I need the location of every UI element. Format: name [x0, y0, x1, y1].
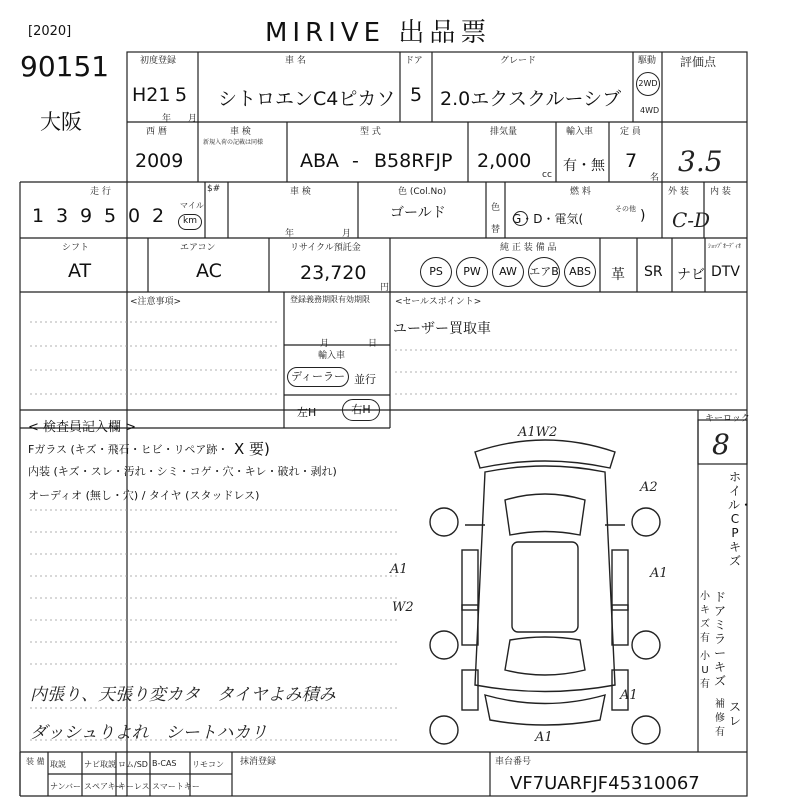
- reg-day-unit: 日: [368, 339, 378, 349]
- mark-right-mid: A1: [650, 566, 668, 581]
- color-change-sub: 替: [491, 225, 501, 235]
- equip-circled-item: ABS: [564, 257, 596, 287]
- color-value: ゴールド: [390, 205, 446, 221]
- equip-circled-item: PW: [456, 257, 488, 287]
- parallel-import: 並行: [354, 373, 376, 386]
- label-ac: エアコン: [180, 243, 216, 253]
- accessory-item: リモコン: [192, 760, 224, 769]
- label-equip: 装 備: [26, 757, 45, 766]
- mile-unit: マイル: [180, 201, 204, 210]
- label-score: 評価点: [680, 55, 717, 69]
- mark-left-mid: A1: [390, 562, 408, 577]
- left-hand-drive: 左H: [297, 406, 317, 419]
- doors: 5: [410, 84, 423, 106]
- accessory-item: スマートキー: [152, 782, 200, 791]
- label-inspection: 車 検: [230, 127, 251, 137]
- accessory-item: キーレス: [118, 782, 150, 791]
- mileage-digit: 3: [56, 205, 69, 227]
- capacity-unit: 名: [650, 173, 660, 183]
- mark-right-top: A2: [640, 480, 658, 495]
- label-drive: 駆動: [638, 56, 657, 66]
- side-note-scratch: スレ: [728, 700, 741, 728]
- cc-unit: cc: [542, 170, 552, 180]
- import-value: 有・無: [563, 158, 605, 174]
- mileage-digit: 1: [32, 205, 45, 227]
- side-note-mirror: ドアミラーキズ: [713, 590, 726, 688]
- accessory-item: B-CAS: [152, 759, 177, 768]
- model-prefix: ABA: [300, 150, 340, 172]
- accessory-item: ロム/SD: [118, 760, 148, 769]
- recycle-fee: 23,720: [300, 262, 367, 284]
- label-inspection-date: 車 検: [290, 187, 311, 197]
- mileage-digit: 5: [104, 205, 117, 227]
- label-exterior: 外 装: [668, 187, 689, 197]
- ext-int-grade: C-D: [672, 208, 711, 232]
- mileage-digit: 9: [80, 205, 93, 227]
- label-fuel: 燃 料: [570, 187, 591, 197]
- label-recycle: リサイクル預託金: [290, 243, 361, 253]
- handwritten-note-2: ダッシュりよれ シートハカリ: [30, 723, 268, 743]
- sales-point: ユーザー買取車: [393, 321, 491, 337]
- equip-sr: SR: [644, 264, 663, 280]
- label-color: 色 (Col.No): [398, 187, 447, 197]
- color-change: 色: [491, 203, 501, 213]
- label-car-name: 車 名: [285, 56, 306, 66]
- lot-number: 90151: [20, 50, 110, 83]
- dealer-circled: ディーラー: [287, 367, 349, 387]
- accessory-item: スペアキー: [84, 782, 124, 791]
- km-unit-circled: km: [178, 214, 202, 230]
- model-code: B58RFJP: [374, 150, 453, 172]
- reg-month-unit: 月: [320, 339, 330, 349]
- mark-bottom: A1: [535, 730, 553, 745]
- accessory-item: ナビ取説: [84, 760, 116, 769]
- western-year: 2009: [135, 150, 184, 172]
- label-equipment: 純 正 装 備 品: [500, 243, 557, 253]
- insp-year-unit: 年: [285, 229, 295, 239]
- accessory-item: ナンバー: [50, 782, 82, 791]
- label-displacement: 排気量: [490, 127, 518, 137]
- equip-leather: 革: [611, 267, 625, 283]
- region: 大阪: [40, 110, 82, 134]
- label-sales-point: <セールスポイント>: [395, 297, 482, 307]
- side-note-repair: 補修有: [715, 699, 725, 738]
- side-note-small-dent: 小U有: [700, 651, 710, 690]
- mark-top: A1W2: [518, 425, 558, 440]
- displacement: 2,000: [477, 150, 532, 172]
- yen-unit: 円: [380, 283, 390, 293]
- inspector-title: < 検査員記入欄 >: [28, 420, 137, 435]
- mileage-digit: 2: [152, 205, 165, 227]
- score-value: 3.5: [678, 145, 723, 178]
- insp-month-unit: 月: [342, 229, 352, 239]
- year-tag: [2020]: [28, 24, 72, 39]
- label-inspection-sub: 新規入荷の記載は同様: [203, 139, 264, 146]
- inspector-fglass: Fガラス (キズ・飛石・ヒビ・リペア跡・: [28, 443, 229, 456]
- label-capacity: 定 員: [620, 127, 641, 137]
- equip-circled-item: PS: [420, 257, 452, 287]
- label-grade: グレード: [500, 56, 537, 66]
- mileage-digit: 0: [128, 205, 141, 227]
- month-unit: 月: [188, 114, 198, 124]
- label-import-handle: 輸入車: [318, 351, 346, 361]
- fuel-options: G・D・電気(: [512, 212, 584, 226]
- label-model: 型 式: [360, 127, 381, 137]
- chassis-number: VF7UARFJF45310067: [510, 773, 700, 794]
- label-doors: ドア: [405, 56, 423, 66]
- shift: AT: [68, 260, 92, 282]
- label-chassis: 車台番号: [495, 757, 532, 767]
- fuel-g-circle: [513, 211, 528, 226]
- drive-4wd: 4WD: [640, 106, 660, 115]
- label-first-reg: 初度登録: [140, 56, 177, 66]
- capacity: 7: [625, 150, 638, 172]
- car-name: シトロエンC4ピカソ: [218, 88, 396, 110]
- label-registration: 抹消登録: [240, 757, 277, 767]
- keylock-value: 8: [712, 428, 730, 461]
- inspector-interior: 内装 (キズ・スレ・汚れ・シミ・コゲ・穴・キレ・破れ・剥れ): [28, 465, 337, 478]
- ac: AC: [196, 260, 222, 282]
- model-dash: -: [352, 150, 359, 172]
- inspector-fglass-mark: X 要): [234, 440, 270, 458]
- accessory-item: 取説: [50, 760, 66, 769]
- handwritten-note-1: 内張り、天張り変カタ タイヤよみ積み: [30, 685, 336, 705]
- side-note-small-scratch: 小キズ有: [700, 591, 710, 644]
- label-register: 登録義務期限有効期限: [290, 295, 370, 304]
- equip-circled-item: AW: [492, 257, 524, 287]
- label-western-year: 西 暦: [146, 127, 167, 137]
- first-reg: H21: [132, 84, 171, 106]
- mark-left-lower: W2: [392, 600, 414, 615]
- label-mileage-mark: $#: [207, 184, 221, 194]
- label-import: 輸入車: [566, 127, 594, 137]
- label-notes: <注意事項>: [130, 297, 182, 307]
- grade: 2.0エクスクルーシブ: [440, 88, 622, 110]
- sheet-title: MIRIVE 出品票: [265, 18, 492, 48]
- mark-right-lower: A1: [620, 688, 638, 703]
- label-mileage: 走 行: [90, 187, 111, 197]
- label-interior: 内 装: [710, 187, 731, 197]
- label-keylock: キーロック: [705, 414, 750, 424]
- label-shop-audio: ｼｮｯﾌﾟｵｰﾃﾞｨｵ: [708, 243, 742, 250]
- fuel-other: その他: [615, 205, 636, 213]
- label-shift: シフト: [62, 243, 90, 253]
- right-hand-drive-circled: 右H: [342, 399, 380, 421]
- equip-dtv: DTV: [711, 264, 740, 280]
- drive-2wd-circled: 2WD: [636, 72, 660, 96]
- year-unit: 年: [162, 114, 172, 124]
- equip-navi: ナビ: [677, 267, 705, 283]
- inspector-audio-tire: オーディオ (無し・穴) / タイヤ (スタッドレス): [28, 489, 260, 502]
- equip-circled-item: エアB: [528, 257, 560, 287]
- side-note-wheel: ホイル・CPキズ: [728, 470, 753, 568]
- fuel-close: ): [640, 208, 646, 224]
- first-reg-month: 5: [175, 84, 188, 106]
